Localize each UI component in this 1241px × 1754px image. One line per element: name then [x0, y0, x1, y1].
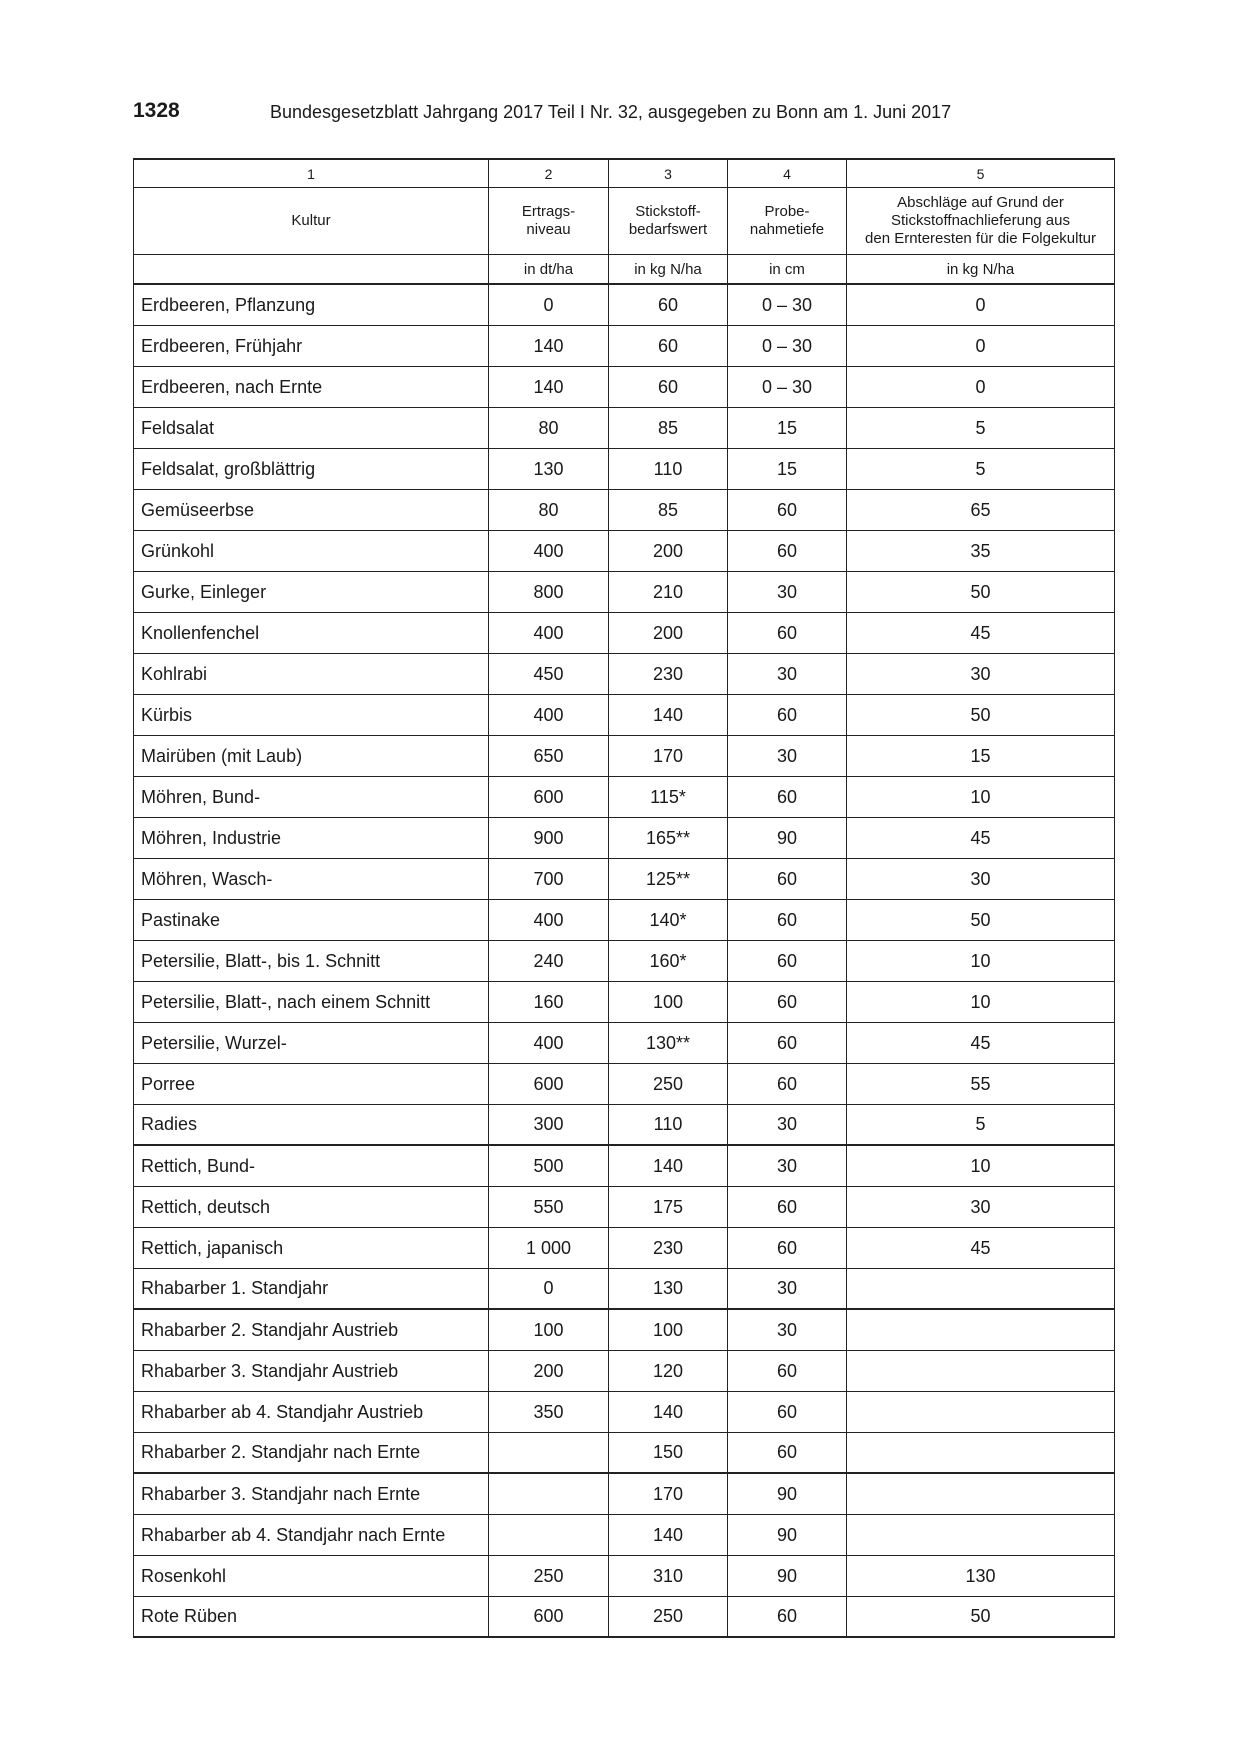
- cell-probenahmetiefe: 90: [728, 817, 847, 858]
- cell-ertragsniveau: 550: [489, 1186, 609, 1227]
- cell-kultur: Petersilie, Blatt-, bis 1. Schnitt: [134, 940, 489, 981]
- cell-abschlag: 10: [847, 776, 1115, 817]
- cell-probenahmetiefe: 60: [728, 489, 847, 530]
- cell-kultur: Gurke, Einleger: [134, 571, 489, 612]
- cell-kultur: Gemüseerbse: [134, 489, 489, 530]
- table-row: [134, 1473, 1115, 1514]
- cell-ertragsniveau: 800: [489, 571, 609, 612]
- cell-abschlag: 35: [847, 530, 1115, 571]
- cell-kultur: Erdbeeren, Pflanzung: [134, 284, 489, 325]
- cell-ertragsniveau: 900: [489, 817, 609, 858]
- cell-stickstoffbedarfswert: 165**: [609, 817, 728, 858]
- table-row: [134, 1514, 1115, 1555]
- cell-stickstoffbedarfswert: 125**: [609, 858, 728, 899]
- table-row: [134, 448, 1115, 489]
- cell-abschlag: 50: [847, 571, 1115, 612]
- cell-stickstoffbedarfswert: 110: [609, 1104, 728, 1145]
- table-row: [134, 653, 1115, 694]
- cell-ertragsniveau: 300: [489, 1104, 609, 1145]
- cell-kultur: Rhabarber 1. Standjahr: [134, 1268, 489, 1309]
- cell-probenahmetiefe: 0 – 30: [728, 284, 847, 325]
- cell-kultur: Mairüben (mit Laub): [134, 735, 489, 776]
- table-row: [134, 1268, 1115, 1309]
- cell-ertragsniveau: 250: [489, 1555, 609, 1596]
- cell-probenahmetiefe: 30: [728, 1145, 847, 1186]
- cell-probenahmetiefe: 30: [728, 1104, 847, 1145]
- cell-abschlag: 65: [847, 489, 1115, 530]
- cell-kultur: Rosenkohl: [134, 1555, 489, 1596]
- crop-nitrogen-table: [133, 158, 1115, 1638]
- cell-stickstoffbedarfswert: 170: [609, 735, 728, 776]
- cell-ertragsniveau: 240: [489, 940, 609, 981]
- cell-probenahmetiefe: 60: [728, 1186, 847, 1227]
- cell-ertragsniveau: 600: [489, 1063, 609, 1104]
- cell-ertragsniveau: 0: [489, 1268, 609, 1309]
- cell-stickstoffbedarfswert: 85: [609, 489, 728, 530]
- cell-abschlag: 0: [847, 325, 1115, 366]
- cell-stickstoffbedarfswert: 100: [609, 981, 728, 1022]
- cell-stickstoffbedarfswert: 170: [609, 1473, 728, 1514]
- column-number: 3: [609, 159, 728, 188]
- cell-abschlag: 30: [847, 858, 1115, 899]
- table-row: [134, 284, 1115, 325]
- cell-probenahmetiefe: 30: [728, 1268, 847, 1309]
- cell-probenahmetiefe: 0 – 30: [728, 366, 847, 407]
- cell-kultur: Möhren, Wasch-: [134, 858, 489, 899]
- cell-stickstoffbedarfswert: 60: [609, 284, 728, 325]
- cell-probenahmetiefe: 60: [728, 530, 847, 571]
- cell-stickstoffbedarfswert: 200: [609, 612, 728, 653]
- cell-kultur: Rote Rüben: [134, 1596, 489, 1637]
- cell-ertragsniveau: [489, 1514, 609, 1555]
- table-row: [134, 1145, 1115, 1186]
- table-row: [134, 489, 1115, 530]
- cell-kultur: Rettich, japanisch: [134, 1227, 489, 1268]
- cell-probenahmetiefe: 60: [728, 1391, 847, 1432]
- cell-probenahmetiefe: 60: [728, 1022, 847, 1063]
- cell-kultur: Erdbeeren, nach Ernte: [134, 366, 489, 407]
- cell-stickstoffbedarfswert: 310: [609, 1555, 728, 1596]
- page-header-title: Bundesgesetzblatt Jahrgang 2017 Teil I Nr. 32, ausgegeben zu Bonn am 1. Juni 2017: [270, 102, 952, 122]
- cell-probenahmetiefe: 60: [728, 612, 847, 653]
- cell-probenahmetiefe: 60: [728, 940, 847, 981]
- table-row: [134, 1391, 1115, 1432]
- table-row: [134, 1309, 1115, 1350]
- cell-probenahmetiefe: 15: [728, 448, 847, 489]
- cell-stickstoffbedarfswert: 250: [609, 1063, 728, 1104]
- cell-stickstoffbedarfswert: 100: [609, 1309, 728, 1350]
- cell-stickstoffbedarfswert: 140: [609, 1514, 728, 1555]
- cell-kultur: Möhren, Industrie: [134, 817, 489, 858]
- cell-stickstoffbedarfswert: 110: [609, 448, 728, 489]
- cell-ertragsniveau: 130: [489, 448, 609, 489]
- cell-stickstoffbedarfswert: 140: [609, 694, 728, 735]
- page-number: 1328: [133, 99, 180, 122]
- cell-abschlag: [847, 1350, 1115, 1391]
- cell-kultur: Kürbis: [134, 694, 489, 735]
- cell-stickstoffbedarfswert: 200: [609, 530, 728, 571]
- table-row: [134, 694, 1115, 735]
- column-number-row: [134, 159, 1115, 188]
- cell-ertragsniveau: 140: [489, 325, 609, 366]
- cell-abschlag: 130: [847, 1555, 1115, 1596]
- cell-abschlag: [847, 1268, 1115, 1309]
- cell-ertragsniveau: [489, 1432, 609, 1473]
- cell-probenahmetiefe: 15: [728, 407, 847, 448]
- table-row: [134, 1227, 1115, 1268]
- cell-abschlag: [847, 1514, 1115, 1555]
- cell-probenahmetiefe: 60: [728, 858, 847, 899]
- cell-probenahmetiefe: 60: [728, 1432, 847, 1473]
- cell-kultur: Rhabarber 2. Standjahr Austrieb: [134, 1309, 489, 1350]
- table-row: [134, 735, 1115, 776]
- cell-ertragsniveau: 400: [489, 612, 609, 653]
- column-number: 1: [134, 159, 489, 188]
- cell-stickstoffbedarfswert: 115*: [609, 776, 728, 817]
- cell-probenahmetiefe: 60: [728, 981, 847, 1022]
- table-row: [134, 1596, 1115, 1637]
- cell-stickstoffbedarfswert: 250: [609, 1596, 728, 1637]
- cell-abschlag: 45: [847, 1227, 1115, 1268]
- cell-stickstoffbedarfswert: 230: [609, 1227, 728, 1268]
- column-header-probenahmetiefe: Probe- nahmetiefe: [728, 188, 847, 255]
- cell-probenahmetiefe: 60: [728, 694, 847, 735]
- column-header-row: [134, 188, 1115, 255]
- cell-ertragsniveau: [489, 1473, 609, 1514]
- cell-probenahmetiefe: 60: [728, 899, 847, 940]
- column-number: 4: [728, 159, 847, 188]
- table-row: [134, 612, 1115, 653]
- cell-kultur: Radies: [134, 1104, 489, 1145]
- cell-kultur: Rhabarber ab 4. Standjahr nach Ernte: [134, 1514, 489, 1555]
- cell-abschlag: 5: [847, 407, 1115, 448]
- cell-probenahmetiefe: 60: [728, 776, 847, 817]
- table-row: [134, 1432, 1115, 1473]
- table-row: [134, 571, 1115, 612]
- cell-probenahmetiefe: 30: [728, 653, 847, 694]
- cell-probenahmetiefe: 60: [728, 1350, 847, 1391]
- cell-abschlag: 5: [847, 448, 1115, 489]
- table-row: [134, 1022, 1115, 1063]
- cell-abschlag: 55: [847, 1063, 1115, 1104]
- cell-kultur: Knollenfenchel: [134, 612, 489, 653]
- cell-kultur: Petersilie, Blatt-, nach einem Schnitt: [134, 981, 489, 1022]
- table-row: [134, 1063, 1115, 1104]
- cell-ertragsniveau: 700: [489, 858, 609, 899]
- cell-stickstoffbedarfswert: 130: [609, 1268, 728, 1309]
- cell-abschlag: 50: [847, 1596, 1115, 1637]
- cell-kultur: Kohlrabi: [134, 653, 489, 694]
- cell-ertragsniveau: 160: [489, 981, 609, 1022]
- column-header-kultur: Kultur: [134, 188, 489, 255]
- table-row: [134, 776, 1115, 817]
- cell-ertragsniveau: 350: [489, 1391, 609, 1432]
- cell-kultur: Feldsalat: [134, 407, 489, 448]
- cell-kultur: Rettich, deutsch: [134, 1186, 489, 1227]
- cell-kultur: Rhabarber 3. Standjahr Austrieb: [134, 1350, 489, 1391]
- cell-kultur: Feldsalat, großblättrig: [134, 448, 489, 489]
- column-header-stickstoffbedarfswert: Stickstoff- bedarfswert: [609, 188, 728, 255]
- cell-stickstoffbedarfswert: 210: [609, 571, 728, 612]
- table-row: [134, 530, 1115, 571]
- unit-cell: in dt/ha: [489, 255, 609, 285]
- column-number: 5: [847, 159, 1115, 188]
- units-row: [134, 255, 1115, 285]
- cell-abschlag: 45: [847, 612, 1115, 653]
- cell-ertragsniveau: 140: [489, 366, 609, 407]
- cell-stickstoffbedarfswert: 230: [609, 653, 728, 694]
- cell-kultur: Grünkohl: [134, 530, 489, 571]
- cell-ertragsniveau: 200: [489, 1350, 609, 1391]
- cell-stickstoffbedarfswert: 140: [609, 1391, 728, 1432]
- cell-ertragsniveau: 80: [489, 407, 609, 448]
- cell-abschlag: 45: [847, 817, 1115, 858]
- table-row: [134, 1555, 1115, 1596]
- cell-abschlag: 50: [847, 694, 1115, 735]
- cell-stickstoffbedarfswert: 140: [609, 1145, 728, 1186]
- cell-stickstoffbedarfswert: 60: [609, 366, 728, 407]
- cell-kultur: Rettich, Bund-: [134, 1145, 489, 1186]
- cell-probenahmetiefe: 90: [728, 1555, 847, 1596]
- column-number: 2: [489, 159, 609, 188]
- table-body: [134, 284, 1115, 1637]
- cell-probenahmetiefe: 0 – 30: [728, 325, 847, 366]
- table-row: [134, 325, 1115, 366]
- table-row: [134, 940, 1115, 981]
- unit-cell: [134, 255, 489, 285]
- cell-kultur: Erdbeeren, Frühjahr: [134, 325, 489, 366]
- cell-ertragsniveau: 500: [489, 1145, 609, 1186]
- unit-cell: in kg N/ha: [609, 255, 728, 285]
- cell-probenahmetiefe: 90: [728, 1473, 847, 1514]
- cell-probenahmetiefe: 60: [728, 1227, 847, 1268]
- table-row: [134, 899, 1115, 940]
- cell-abschlag: 50: [847, 899, 1115, 940]
- cell-ertragsniveau: 80: [489, 489, 609, 530]
- table-row: [134, 858, 1115, 899]
- cell-abschlag: [847, 1432, 1115, 1473]
- cell-abschlag: 30: [847, 1186, 1115, 1227]
- cell-kultur: Rhabarber ab 4. Standjahr Austrieb: [134, 1391, 489, 1432]
- cell-ertragsniveau: 0: [489, 284, 609, 325]
- cell-abschlag: 0: [847, 284, 1115, 325]
- cell-stickstoffbedarfswert: 120: [609, 1350, 728, 1391]
- cell-stickstoffbedarfswert: 85: [609, 407, 728, 448]
- cell-ertragsniveau: 100: [489, 1309, 609, 1350]
- cell-stickstoffbedarfswert: 160*: [609, 940, 728, 981]
- cell-ertragsniveau: 600: [489, 776, 609, 817]
- cell-ertragsniveau: 400: [489, 694, 609, 735]
- unit-cell: in cm: [728, 255, 847, 285]
- cell-kultur: Porree: [134, 1063, 489, 1104]
- cell-stickstoffbedarfswert: 150: [609, 1432, 728, 1473]
- cell-probenahmetiefe: 60: [728, 1596, 847, 1637]
- cell-abschlag: 10: [847, 981, 1115, 1022]
- cell-abschlag: 15: [847, 735, 1115, 776]
- table-row: [134, 407, 1115, 448]
- cell-kultur: Möhren, Bund-: [134, 776, 489, 817]
- cell-stickstoffbedarfswert: 60: [609, 325, 728, 366]
- cell-ertragsniveau: 400: [489, 530, 609, 571]
- cell-abschlag: 10: [847, 940, 1115, 981]
- cell-probenahmetiefe: 30: [728, 1309, 847, 1350]
- cell-abschlag: [847, 1309, 1115, 1350]
- cell-ertragsniveau: 600: [489, 1596, 609, 1637]
- cell-probenahmetiefe: 90: [728, 1514, 847, 1555]
- cell-kultur: Petersilie, Wurzel-: [134, 1022, 489, 1063]
- cell-abschlag: 5: [847, 1104, 1115, 1145]
- cell-abschlag: 0: [847, 366, 1115, 407]
- cell-abschlag: 30: [847, 653, 1115, 694]
- cell-stickstoffbedarfswert: 130**: [609, 1022, 728, 1063]
- cell-kultur: Pastinake: [134, 899, 489, 940]
- unit-cell: in kg N/ha: [847, 255, 1115, 285]
- cell-ertragsniveau: 400: [489, 1022, 609, 1063]
- cell-abschlag: 45: [847, 1022, 1115, 1063]
- cell-stickstoffbedarfswert: 140*: [609, 899, 728, 940]
- table-row: [134, 1350, 1115, 1391]
- cell-ertragsniveau: 1 000: [489, 1227, 609, 1268]
- table-row: [134, 366, 1115, 407]
- cell-ertragsniveau: 450: [489, 653, 609, 694]
- cell-probenahmetiefe: 30: [728, 571, 847, 612]
- cell-kultur: Rhabarber 3. Standjahr nach Ernte: [134, 1473, 489, 1514]
- cell-abschlag: [847, 1473, 1115, 1514]
- cell-probenahmetiefe: 60: [728, 1063, 847, 1104]
- table-row: [134, 817, 1115, 858]
- column-header-abschlaege: Abschläge auf Grund der Stickstoffnachlieferung aus den Ernteresten für die Folgekultur: [847, 188, 1115, 255]
- cell-kultur: Rhabarber 2. Standjahr nach Ernte: [134, 1432, 489, 1473]
- cell-probenahmetiefe: 30: [728, 735, 847, 776]
- cell-abschlag: 10: [847, 1145, 1115, 1186]
- cell-ertragsniveau: 400: [489, 899, 609, 940]
- cell-stickstoffbedarfswert: 175: [609, 1186, 728, 1227]
- table-row: [134, 1104, 1115, 1145]
- cell-abschlag: [847, 1391, 1115, 1432]
- column-header-ertragsniveau: Ertrags- niveau: [489, 188, 609, 255]
- table-row: [134, 981, 1115, 1022]
- table-row: [134, 1186, 1115, 1227]
- cell-ertragsniveau: 650: [489, 735, 609, 776]
